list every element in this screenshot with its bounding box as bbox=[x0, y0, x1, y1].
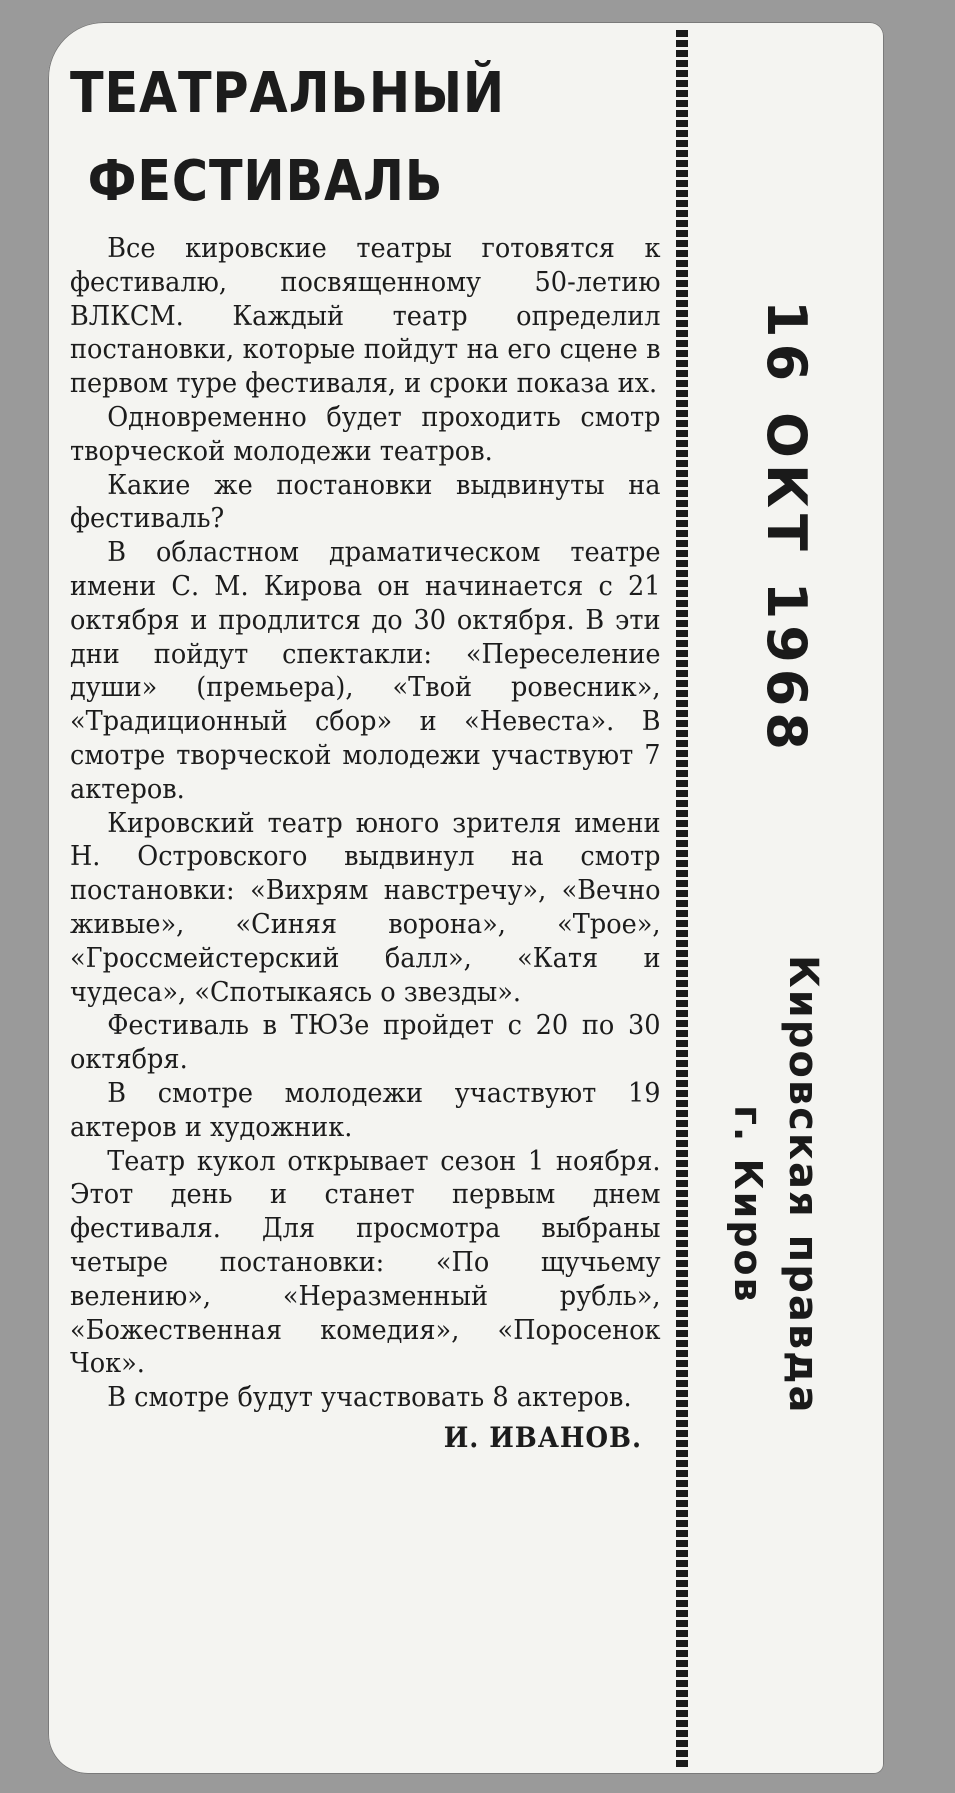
column-divider bbox=[676, 30, 688, 1768]
paragraph: Театр кукол открывает сезон 1 ноября. Этот день и станет первым днем фестиваля. Для просмотра выбраны четыре постановки: «По щучьему велению», «Неразменный рубль», «Божественная комедия», «Поросенок Чок». bbox=[70, 1144, 661, 1380]
paragraph: Фестиваль в ТЮЗе пройдет с 20 по 30 октября. bbox=[70, 1009, 661, 1076]
paragraph: В смотре будут участвовать 8 актеров. bbox=[107, 1381, 632, 1414]
headline-line-1: ТЕАТРАЛЬНЫЙ bbox=[70, 61, 506, 126]
paragraph: Кировский театр юного зрителя имени Н. Островского выдвинул на смотр постановки: «Вихрям навстречу», «Вечно живые», «Синяя ворона», «Трое», «Гроссмейстерский балл», «Катя и чудеса», «Спотыкаясь о звезды». bbox=[70, 806, 661, 1008]
paragraph: Одновременно будет проходить смотр творческой молодежи театров. bbox=[70, 400, 661, 467]
paragraph: В областном драматическом театре имени С. М. Кирова он начинается с 21 октября и продлится до 30 октября. В эти дни пойдут спектакли: «Переселение души» (премьера), «Твой ровесник», «Традиционный сбор» и «Невеста». В смотре творческой молодежи участвуют 7 актеров. bbox=[70, 536, 661, 805]
article bbox=[70, 50, 660, 1455]
city-stamp: г. Киров bbox=[726, 1105, 770, 1304]
paragraph: В смотре молодежи участвуют 19 актеров и художник. bbox=[70, 1076, 661, 1143]
paragraph: Какие же постановки выдвинуты на фестиваль? bbox=[70, 468, 661, 535]
article-body bbox=[70, 232, 661, 1455]
newspaper-name-stamp: Кировская правда bbox=[780, 955, 826, 1415]
paragraph: Все кировские театры готовятся к фестивалю, посвященному 50-летию ВЛКСМ. Каждый театр определил постановки, которые пойдут на его сцене в первом туре фестиваля, и сроки показа их. bbox=[70, 232, 661, 400]
date-stamp: 16 ОКТ 1968 bbox=[755, 300, 818, 756]
headline-line-2: ФЕСТИВАЛЬ bbox=[87, 149, 444, 214]
author-signature: И. ИВАНОВ. bbox=[443, 1420, 642, 1454]
article-headline bbox=[70, 50, 589, 226]
